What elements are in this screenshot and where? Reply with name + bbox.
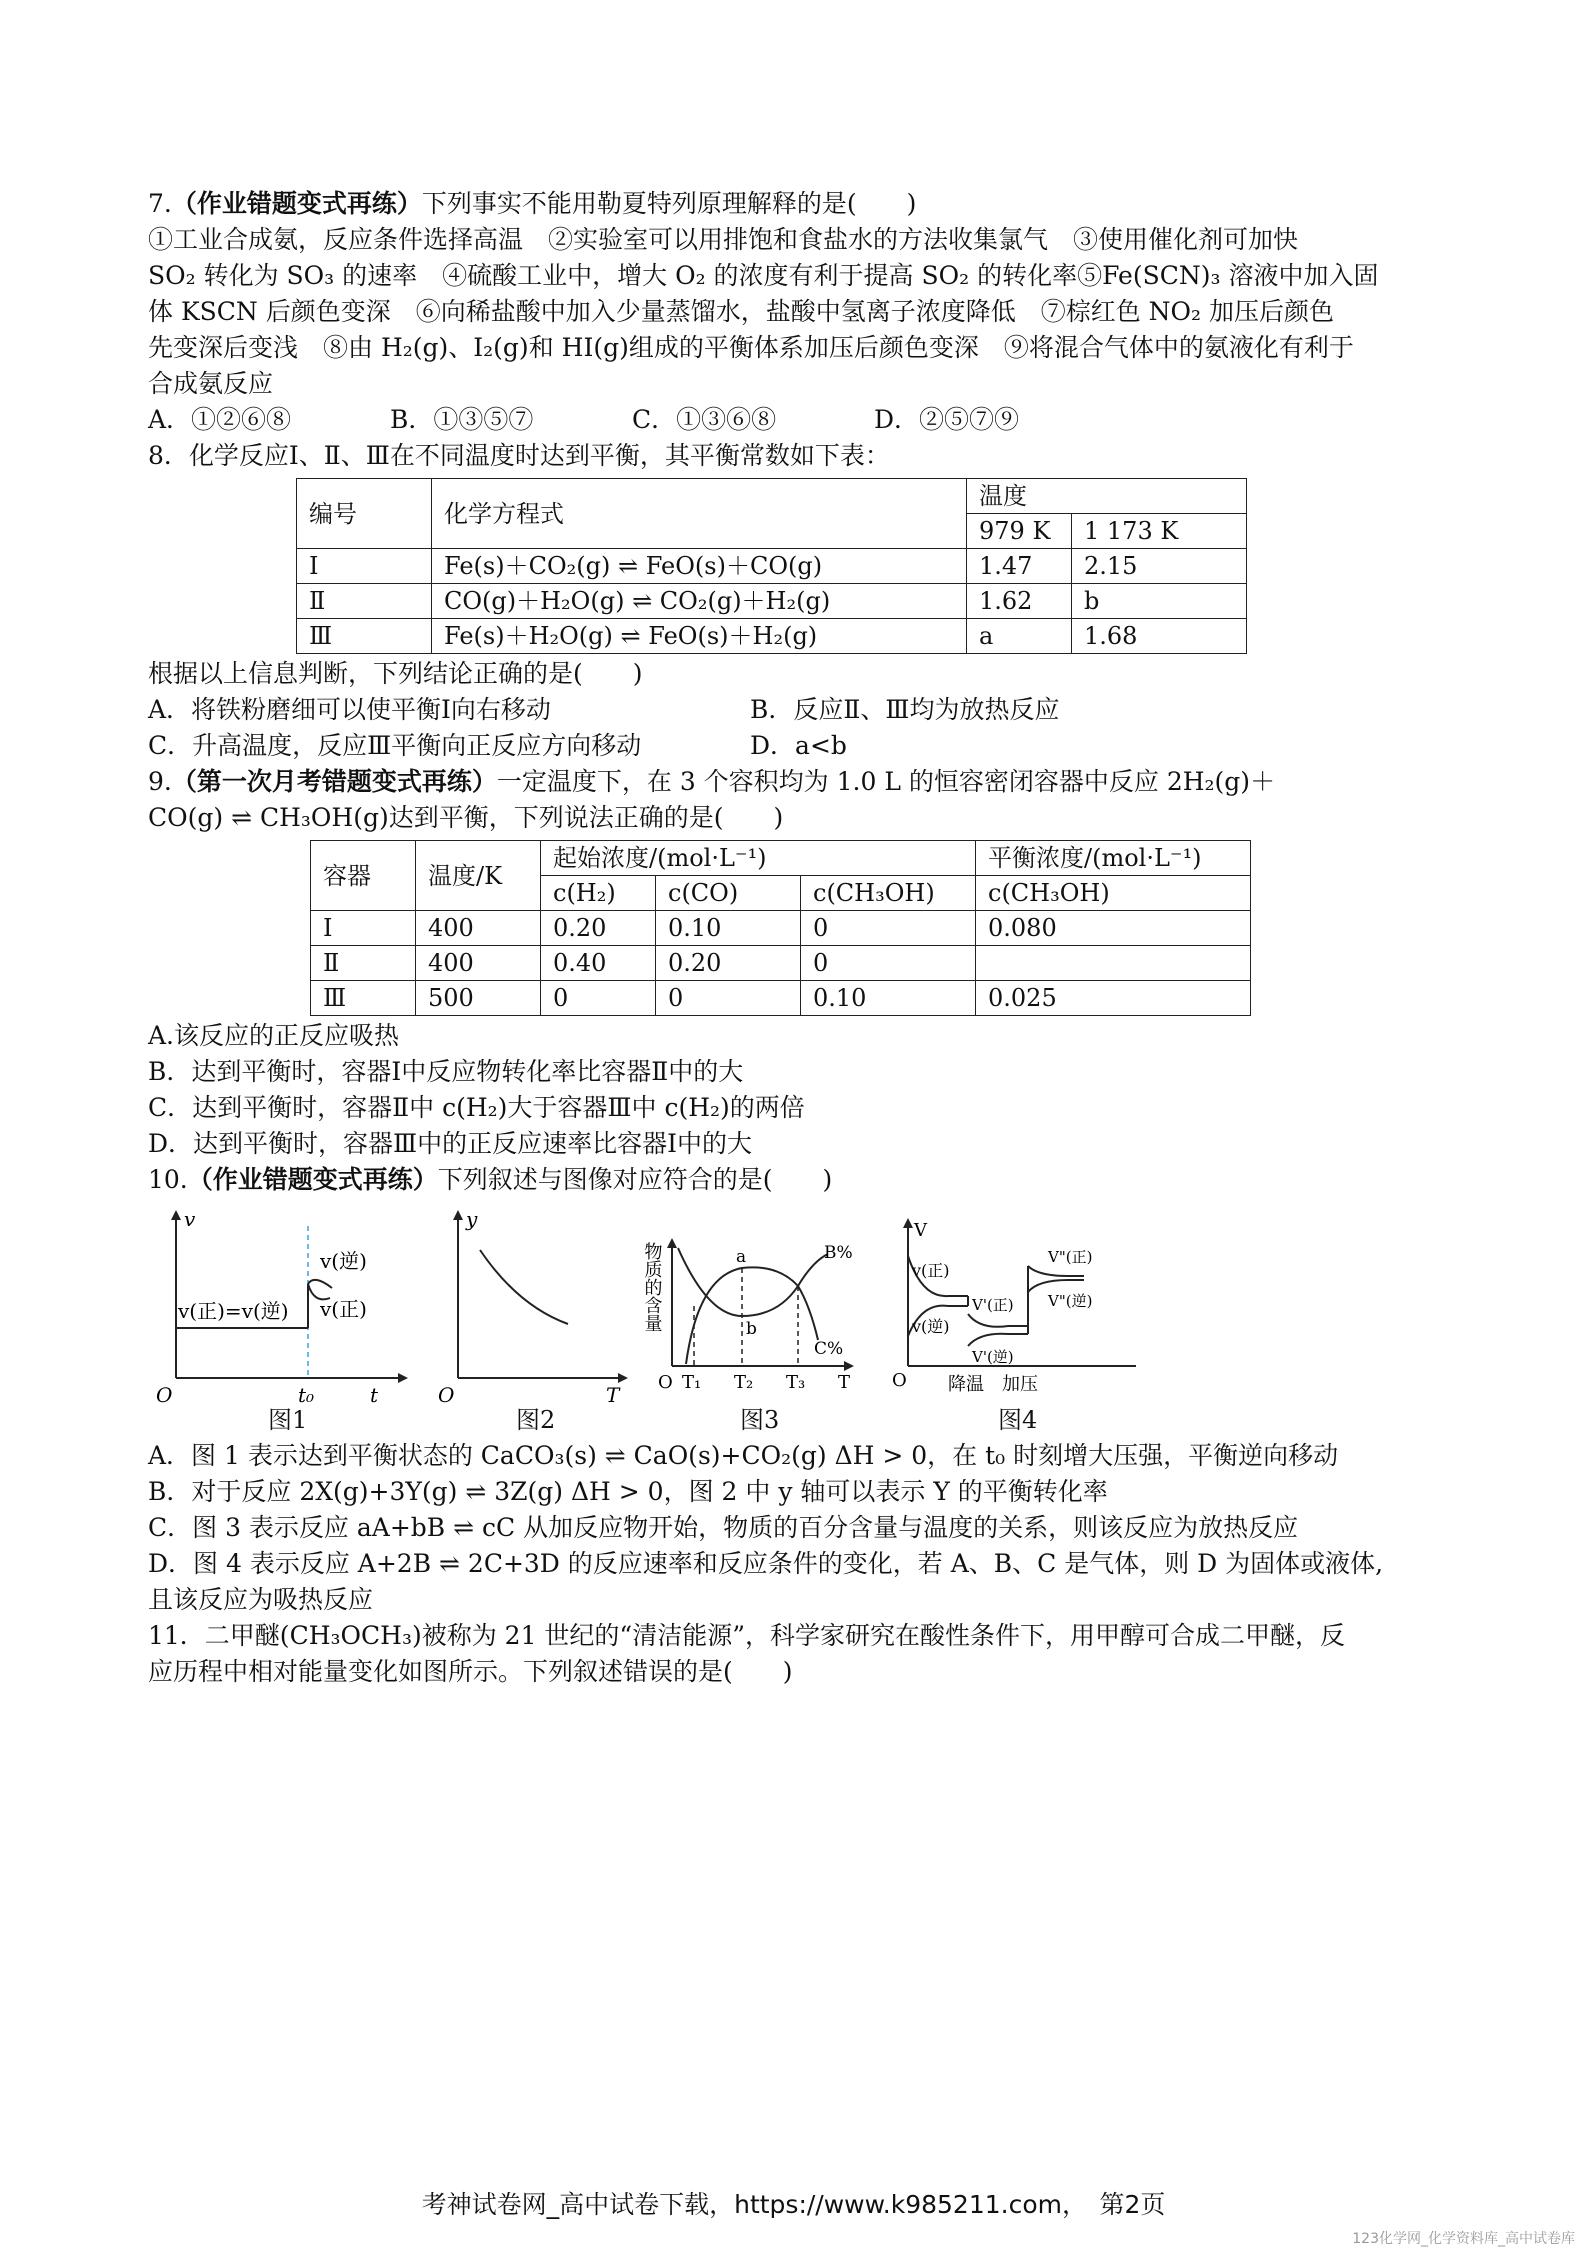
q10-option-d-cont: 且该反应为吸热反应 xyxy=(148,1585,374,1614)
q10-option-a: A．图 1 表示达到平衡状态的 CaCO₃(s) ⇌ CaO(s)+CO₂(g) ΔH > 0，在 t₀ 时刻增大压强，平衡逆向移动 xyxy=(148,1441,1339,1470)
table-cell: 1.62 xyxy=(967,584,1072,619)
svg-text:降温: 降温 xyxy=(948,1374,984,1395)
q8-table xyxy=(296,478,1247,654)
q9-tag: （第一次月考错题变式再练） xyxy=(171,767,497,796)
q9-option-c: C．达到平衡时，容器Ⅱ中 c(H₂)大于容器Ⅲ中 c(H₂)的两倍 xyxy=(148,1093,805,1122)
q7-options xyxy=(148,402,1448,438)
q7-stem: 7.（作业错题变式再练）下列事实不能用勒夏特列原理解释的是( ) xyxy=(148,189,917,218)
svg-text:T: T xyxy=(838,1372,851,1393)
table-cell: Ⅲ xyxy=(297,619,432,654)
page-footer: 考神试卷网_高中试卷下载，https://www.k985211.com， 第2页 xyxy=(421,2190,1166,2219)
table-row xyxy=(311,946,1251,981)
table-cell: 0.20 xyxy=(656,946,801,981)
svg-text:v(逆): v(逆) xyxy=(912,1317,950,1336)
svg-text:O: O xyxy=(438,1383,455,1406)
q9-stem: 9.（第一次月考错题变式再练）一定温度下，在 3 个容积均为 1.0 L 的恒容密闭容器中反应 2H₂(g)＋ xyxy=(148,767,1276,796)
q8-option-a: A．将铁粉磨细可以使平衡Ⅰ向右移动 xyxy=(148,695,551,724)
svg-text:V: V xyxy=(914,1220,927,1241)
table-header: c(CO) xyxy=(656,876,801,911)
q7-option-b: B．①③⑤⑦ xyxy=(390,405,534,434)
table-cell: 0 xyxy=(801,946,976,981)
table-header: c(H₂) xyxy=(541,876,656,911)
table-cell: 1.68 xyxy=(1072,619,1247,654)
exam-page xyxy=(148,186,1448,1690)
svg-text:a: a xyxy=(736,1247,747,1267)
svg-text:T: T xyxy=(606,1383,620,1406)
svg-text:v(正): v(正) xyxy=(320,1297,367,1321)
q10-option-b: B．对于反应 2X(g)+3Y(g) ⇌ 3Z(g) ΔH > 0，图 2 中 y 轴可以表示 Y 的平衡转化率 xyxy=(148,1477,1108,1506)
svg-text:O: O xyxy=(892,1370,907,1391)
table-cell: 0 xyxy=(801,911,976,946)
table-header: 化学方程式 xyxy=(432,479,967,549)
figure-2-diagram xyxy=(428,1206,628,1406)
q7-line: SO₂ 转化为 SO₃ 的速率 ④硫酸工业中，增大 O₂ 的浓度有利于提高 SO₂ 的转化率⑤Fe(SCN)₃ 溶液中加入固 xyxy=(148,261,1379,290)
q7-option-d: D．②⑤⑦⑨ xyxy=(874,405,1020,434)
table-header: 平衡浓度/(mol·L⁻¹) xyxy=(976,841,1251,876)
figure-4-diagram xyxy=(888,1206,1148,1406)
table-cell: Ⅱ xyxy=(297,584,432,619)
q10-option-c: C．图 3 表示反应 aA+bB ⇌ cC 从加反应物开始，物质的百分含量与温度的关系，则该反应为放热反应 xyxy=(148,1513,1299,1542)
q9-table xyxy=(310,840,1251,1016)
table-header: 编号 xyxy=(297,479,432,549)
q10-stem: 10.（作业错题变式再练）下列叙述与图像对应符合的是( ) xyxy=(148,1165,833,1194)
table-cell: 500 xyxy=(416,981,541,1016)
q10-option-d: D．图 4 表示反应 A+2B ⇌ 2C+3D 的反应速率和反应条件的变化，若 A、B、C 是气体，则 D 为固体或液体, xyxy=(148,1549,1384,1578)
q11-stem-line2: 应历程中相对能量变化如图所示。下列叙述错误的是( ) xyxy=(148,1657,793,1686)
table-cell: 0 xyxy=(656,981,801,1016)
table-header: 温度 xyxy=(967,479,1247,514)
svg-text:V'(正): V'(正) xyxy=(972,1296,1014,1314)
q11-stem: 11．二甲醚(CH₃OCH₃)被称为 21 世纪的“清洁能源”，科学家研究在酸性条件下，用甲醇可合成二甲醚，反 xyxy=(148,1621,1345,1650)
figure-1-caption: 图1 xyxy=(268,1406,308,1434)
svg-text:v(正)=v(逆): v(正)=v(逆) xyxy=(178,1299,289,1323)
table-row xyxy=(297,619,1247,654)
q9-option-d: D．达到平衡时，容器Ⅲ中的正反应速率比容器Ⅰ中的大 xyxy=(148,1129,753,1158)
q8-option-c: C．升高温度，反应Ⅲ平衡向正反应方向移动 xyxy=(148,731,642,760)
q7-option-c: C．①③⑥⑧ xyxy=(632,405,777,434)
table-cell: a xyxy=(967,619,1072,654)
table-row xyxy=(297,584,1247,619)
figure-3-ylabel: 物质的含量 xyxy=(641,1242,663,1332)
q7-line: 先变深后变浅 ⑧由 H₂(g)、I₂(g)和 HI(g)组成的平衡体系加压后颜色变深 ⑨将混合气体中的氨液化有利于 xyxy=(148,333,1354,362)
svg-text:v(正): v(正) xyxy=(912,1261,950,1280)
table-row xyxy=(297,549,1247,584)
q7-line: ①工业合成氨，反应条件选择高温 ②实验室可以用排饱和食盐水的方法收集氯气 ③使用催化剂可加快 xyxy=(148,225,1299,254)
table-cell: 0.20 xyxy=(541,911,656,946)
svg-text:T₃: T₃ xyxy=(786,1372,806,1393)
table-row xyxy=(311,911,1251,946)
svg-text:V"(正): V"(正) xyxy=(1048,1248,1093,1266)
figure-3-caption: 图3 xyxy=(740,1406,780,1434)
q8-option-d: D．a<b xyxy=(750,731,847,760)
table-header: 979 K xyxy=(967,514,1072,549)
svg-text:加压: 加压 xyxy=(1002,1374,1038,1395)
svg-text:y: y xyxy=(466,1207,478,1231)
q10-figures xyxy=(148,1206,1448,1438)
q8-options-row1 xyxy=(148,692,1448,728)
q7-line: 合成氨反应 xyxy=(148,369,274,398)
svg-text:O: O xyxy=(658,1372,673,1393)
table-cell: 0.025 xyxy=(976,981,1251,1016)
svg-text:v: v xyxy=(184,1207,196,1231)
svg-text:t: t xyxy=(370,1383,379,1406)
table-cell: 1.47 xyxy=(967,549,1072,584)
q9-option-a: A.该反应的正反应吸热 xyxy=(148,1021,400,1050)
watermark: 123化学网_化学资料库_高中试卷库 xyxy=(1352,2231,1575,2247)
table-cell: 0.080 xyxy=(976,911,1251,946)
table-cell: 0 xyxy=(541,981,656,1016)
figure-4-caption: 图4 xyxy=(998,1406,1038,1434)
table-cell: 400 xyxy=(416,911,541,946)
svg-text:T₂: T₂ xyxy=(734,1372,754,1393)
table-cell: 0.10 xyxy=(656,911,801,946)
svg-text:O: O xyxy=(156,1383,173,1406)
table-header: 1 173 K xyxy=(1072,514,1247,549)
svg-text:B%: B% xyxy=(824,1243,853,1263)
svg-text:T₁: T₁ xyxy=(682,1372,702,1393)
table-header: 容器 xyxy=(311,841,416,911)
figure-1-diagram xyxy=(148,1206,408,1406)
table-cell: Ⅱ xyxy=(311,946,416,981)
figure-3-diagram xyxy=(638,1206,858,1406)
table-cell: Fe(s)＋H₂O(g) ⇌ FeO(s)＋H₂(g) xyxy=(432,619,967,654)
svg-text:b: b xyxy=(746,1319,757,1339)
q7-line: 体 KSCN 后颜色变深 ⑥向稀盐酸中加入少量蒸馏水，盐酸中氢离子浓度降低 ⑦棕红色 NO₂ 加压后颜色 xyxy=(148,297,1334,326)
table-header: c(CH₃OH) xyxy=(801,876,976,911)
table-header: 温度/K xyxy=(416,841,541,911)
svg-text:V'(逆): V'(逆) xyxy=(972,1348,1014,1366)
q8-options-row2 xyxy=(148,728,1448,764)
table-cell: b xyxy=(1072,584,1247,619)
table-cell: 400 xyxy=(416,946,541,981)
q8-stem: 8．化学反应Ⅰ、Ⅱ、Ⅲ在不同温度时达到平衡，其平衡常数如下表： xyxy=(148,441,890,470)
svg-text:V"(逆): V"(逆) xyxy=(1048,1292,1093,1310)
q9-stem-line2: CO(g) ⇌ CH₃OH(g)达到平衡，下列说法正确的是( ) xyxy=(148,803,784,832)
table-cell: CO(g)＋H₂O(g) ⇌ CO₂(g)＋H₂(g) xyxy=(432,584,967,619)
q8-question: 根据以上信息判断，下列结论正确的是( ) xyxy=(148,659,643,688)
q7-option-a: A．①②⑥⑧ xyxy=(148,405,292,434)
svg-text:t₀: t₀ xyxy=(298,1383,315,1406)
svg-text:v(逆): v(逆) xyxy=(320,1249,367,1273)
svg-text:C%: C% xyxy=(814,1339,844,1359)
table-cell: Ⅰ xyxy=(297,549,432,584)
table-cell: 2.15 xyxy=(1072,549,1247,584)
table-cell xyxy=(976,946,1251,981)
table-header: c(CH₃OH) xyxy=(976,876,1251,911)
table-header: 起始浓度/(mol·L⁻¹) xyxy=(541,841,976,876)
q10-tag: （作业错题变式再练） xyxy=(187,1165,438,1194)
table-cell: Fe(s)＋CO₂(g) ⇌ FeO(s)＋CO(g) xyxy=(432,549,967,584)
table-cell: Ⅰ xyxy=(311,911,416,946)
figure-2-caption: 图2 xyxy=(516,1406,556,1434)
q8-option-b: B．反应Ⅱ、Ⅲ均为放热反应 xyxy=(750,695,1060,724)
q9-option-b: B．达到平衡时，容器Ⅰ中反应物转化率比容器Ⅱ中的大 xyxy=(148,1057,744,1086)
table-row xyxy=(311,981,1251,1016)
q7-tag: （作业错题变式再练） xyxy=(171,189,422,218)
table-cell: 0.10 xyxy=(801,981,976,1016)
table-cell: Ⅲ xyxy=(311,981,416,1016)
table-cell: 0.40 xyxy=(541,946,656,981)
